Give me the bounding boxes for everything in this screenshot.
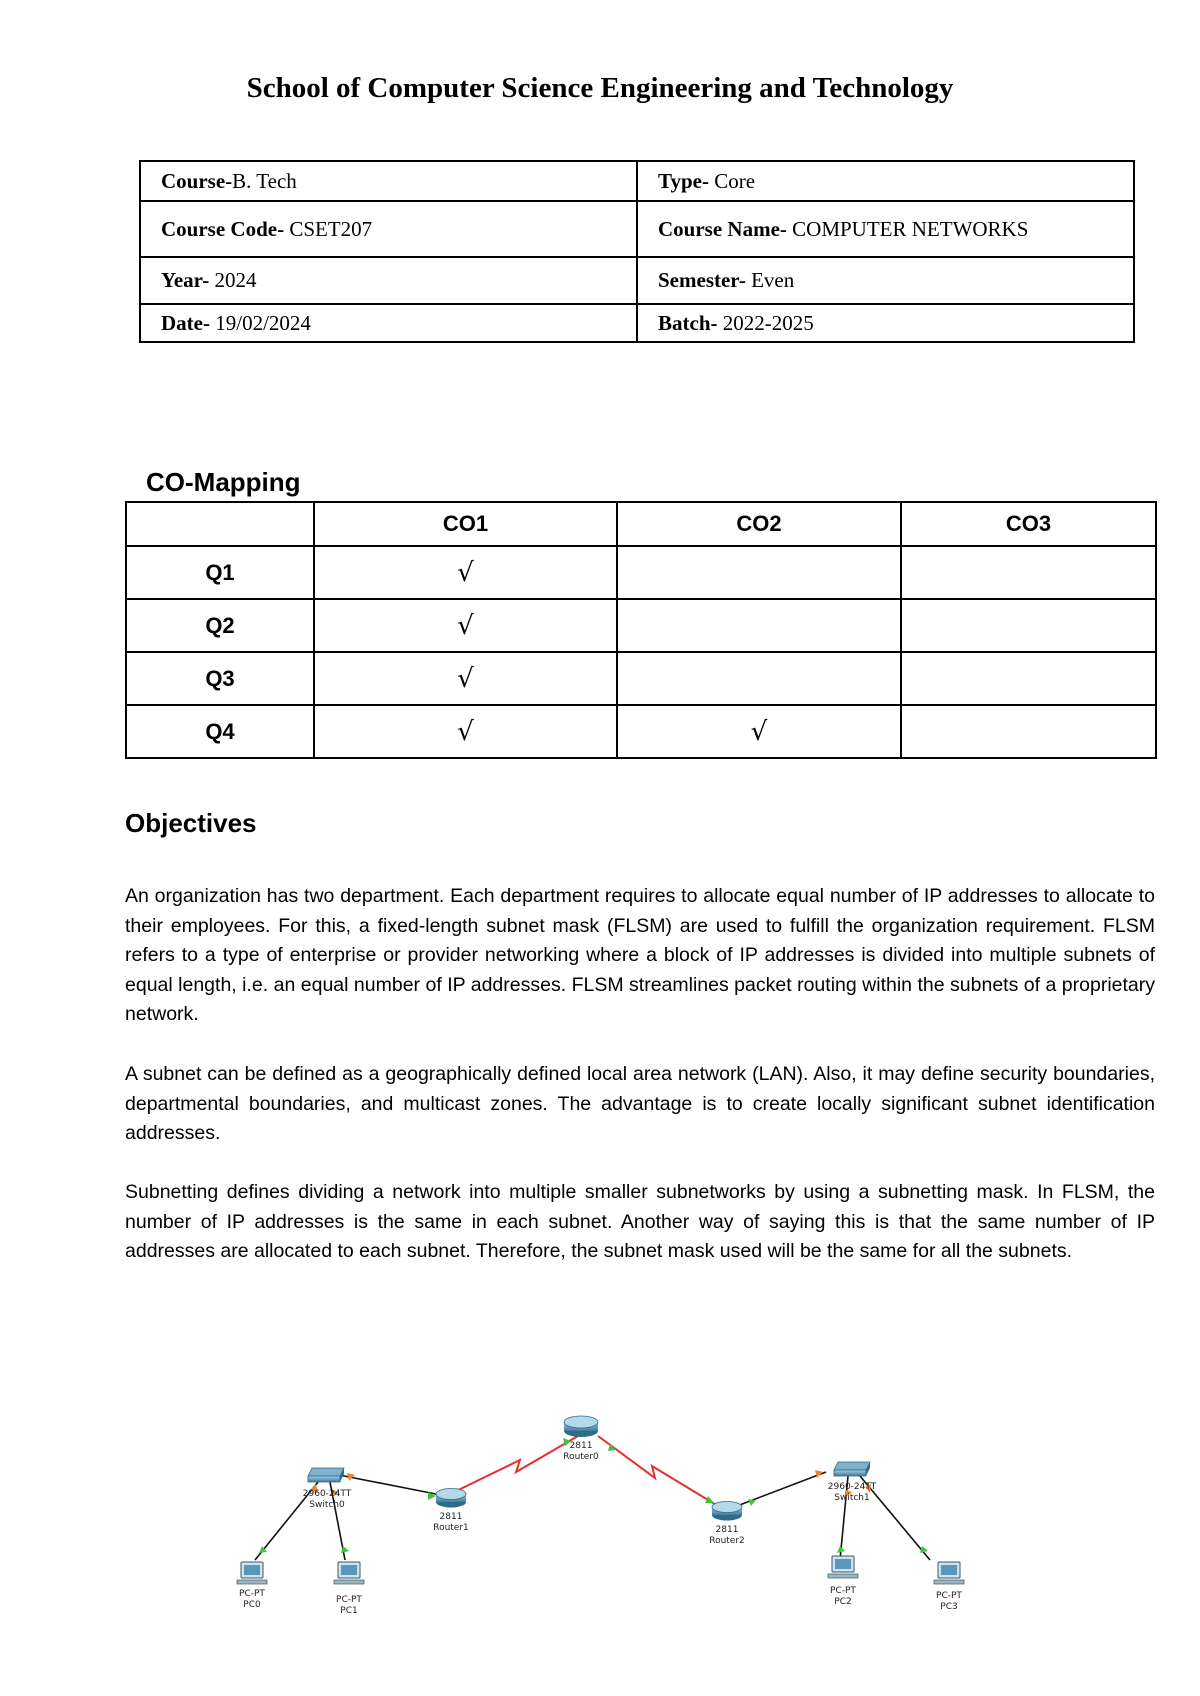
type-label: Type- xyxy=(658,168,709,193)
ethernet-link xyxy=(339,1475,446,1496)
co-row xyxy=(126,705,1156,758)
co-header-co3: CO3 xyxy=(901,502,1156,546)
co-row-question: Q1 xyxy=(126,546,314,599)
co-row-question: Q2 xyxy=(126,599,314,652)
serial-link xyxy=(448,1436,578,1495)
objectives-paragraph: Subnetting defines dividing a network into multiple smaller subnetworks by using a subnetting mask. In FLSM, the number of IP addresses is the same in each subnet. Another way of saying this is that the same number of IP addresses are allocated to each subnet. Therefore, the subnet mask used will be the same for all the subnets. xyxy=(125,1181,1155,1262)
co-header-co2: CO2 xyxy=(617,502,901,546)
objectives-paragraph: An organization has two department. Each department requires to allocate equal number of IP addresses to allocate to their employees. For this, a fixed-length subnet mask (FLSM) are used to fulfill the organization requirement. FLSM refers to a type of enterprise or provider networking where a block of IP addresses is divided into multiple subnets of equal length, i.e. an equal number of IP addresses. FLSM streamlines packet routing within the subnets of a proprietary network. xyxy=(125,885,1155,1025)
co-row-question: Q3 xyxy=(126,652,314,705)
co-row xyxy=(126,599,1156,652)
course-code-value: CSET207 xyxy=(284,216,373,241)
pc1-name-label: PC1 xyxy=(340,1606,358,1616)
co3-check xyxy=(901,546,1156,599)
switch1-name-label: Switch1 xyxy=(834,1493,870,1503)
course-info-row xyxy=(140,161,1134,201)
semester-cell xyxy=(637,257,1134,304)
co-mapping-title: CO-Mapping xyxy=(146,467,301,497)
course-code-cell xyxy=(140,201,637,257)
co3-check xyxy=(901,599,1156,652)
router1-icon[interactable] xyxy=(436,1489,466,1508)
course-info-row xyxy=(140,201,1134,257)
type-value: Core xyxy=(708,168,756,193)
course-name-label: Course Name- xyxy=(658,216,787,241)
objectives-paragraph: A subnet can be defined as a geographically defined local area network (LAN). Also, it may define security boundaries, departmental boundaries, and multicast zones. The advantage is to create locally significant subnet identification addresses. xyxy=(125,1063,1155,1144)
pc3-model-label: PC-PT xyxy=(936,1591,962,1601)
course-info-row xyxy=(140,257,1134,304)
date-label: Date- xyxy=(161,310,210,335)
course-info-table xyxy=(139,160,1135,343)
router2-icon[interactable] xyxy=(712,1502,742,1521)
network-topology-diagram xyxy=(0,1400,1200,1660)
router2-name-label: Router2 xyxy=(709,1536,745,1546)
course-name-value: COMPUTER NETWORKS xyxy=(786,216,1029,241)
router0-model-label: 2811 xyxy=(569,1441,593,1451)
course-info-row xyxy=(140,304,1134,342)
co-row-question: Q4 xyxy=(126,705,314,758)
switch1-icon[interactable] xyxy=(834,1462,870,1476)
co1-check: √ xyxy=(314,652,617,705)
pc3-name-label: PC3 xyxy=(940,1602,958,1612)
semester-label: Semester- xyxy=(658,268,746,292)
switch1-model-label: 2960-24TT xyxy=(827,1482,877,1492)
switch0-model-label: 2960-24TT xyxy=(302,1489,352,1499)
course-value: B. Tech xyxy=(232,168,297,193)
co1-check: √ xyxy=(314,599,617,652)
router0-name-label: Router0 xyxy=(563,1452,599,1462)
co1-check: √ xyxy=(314,705,617,758)
pc0-icon[interactable] xyxy=(237,1562,267,1584)
objectives-title: Objectives xyxy=(125,808,257,838)
co2-check xyxy=(617,652,901,705)
co-mapping-table xyxy=(125,501,1157,759)
pc1-model-label: PC-PT xyxy=(336,1595,362,1605)
pc3-icon[interactable] xyxy=(934,1562,964,1584)
semester-value: Even xyxy=(745,268,795,292)
co2-check xyxy=(617,546,901,599)
co2-check: √ xyxy=(617,705,901,758)
router2-model-label: 2811 xyxy=(715,1525,739,1535)
course-cell xyxy=(140,161,637,201)
serial-link xyxy=(598,1436,718,1506)
pc0-model-label: PC-PT xyxy=(239,1589,265,1599)
router1-model-label: 2811 xyxy=(439,1512,463,1522)
batch-value: 2022-2025 xyxy=(717,310,814,335)
pc2-model-label: PC-PT xyxy=(830,1586,856,1596)
co-row xyxy=(126,652,1156,705)
router0-icon[interactable] xyxy=(564,1416,598,1437)
pc2-icon[interactable] xyxy=(828,1556,858,1578)
co3-check xyxy=(901,652,1156,705)
batch-cell xyxy=(637,304,1134,342)
date-value: 19/02/2024 xyxy=(209,310,311,335)
co-row xyxy=(126,546,1156,599)
type-cell xyxy=(637,161,1134,201)
course-code-label: Course Code- xyxy=(161,216,285,241)
course-name-cell xyxy=(637,201,1134,257)
co-header-row xyxy=(126,502,1156,546)
course-label: Course- xyxy=(161,168,233,193)
pc0-name-label: PC0 xyxy=(243,1600,261,1610)
pc2-name-label: PC2 xyxy=(834,1597,852,1607)
year-label: Year- xyxy=(161,268,210,292)
date-cell xyxy=(140,304,637,342)
year-cell xyxy=(140,257,637,304)
co-header-co1: CO1 xyxy=(314,502,617,546)
router1-name-label: Router1 xyxy=(433,1523,469,1533)
pc1-icon[interactable] xyxy=(334,1562,364,1584)
year-value: 2024 xyxy=(209,268,257,292)
co1-check: √ xyxy=(314,546,617,599)
page-title: School of Computer Science Engineering and Technology xyxy=(246,72,954,104)
co2-check xyxy=(617,599,901,652)
switch0-icon[interactable] xyxy=(308,1468,344,1482)
co3-check xyxy=(901,705,1156,758)
batch-label: Batch- xyxy=(658,310,718,335)
switch0-name-label: Switch0 xyxy=(309,1500,345,1510)
co-header-empty xyxy=(126,502,314,546)
